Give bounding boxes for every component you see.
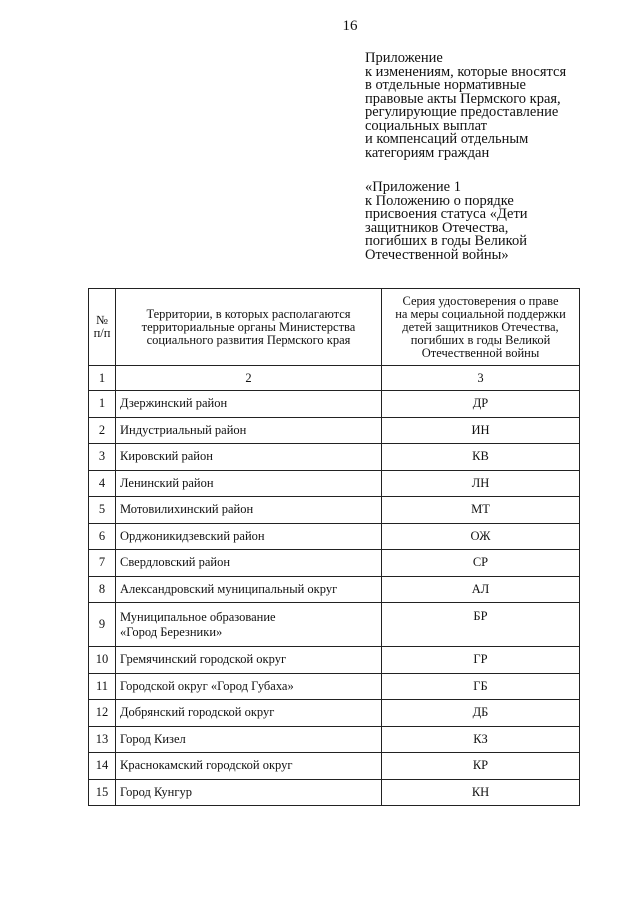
appendix-header-line: к изменениям, которые вносятся <box>365 63 567 80</box>
table-row <box>89 550 580 577</box>
territory-line: Свердловский район <box>120 555 231 570</box>
series-code: ДБ <box>382 700 580 727</box>
row-number: 11 <box>89 673 116 700</box>
page-number: 16 <box>342 18 358 34</box>
table-row <box>89 700 580 727</box>
territory-line: Городской округ «Город Губаха» <box>120 678 294 693</box>
territory-line: Краснокамский городской округ <box>120 758 293 773</box>
territory-line: «Город Березники» <box>120 624 223 639</box>
table-header-row <box>89 289 580 366</box>
territory-cell <box>116 470 382 497</box>
header-territory-line: Территории, в которых располагаются <box>146 306 351 321</box>
territory-cell <box>116 497 382 524</box>
territory-line: Муниципальное образование <box>120 609 276 624</box>
territory-cell <box>116 673 382 700</box>
appendix-header-line: регулирующие предоставление <box>365 104 559 120</box>
territory-line: Дзержинский район <box>120 396 228 411</box>
appendix-sub-line: погибших в годы Великой <box>365 233 527 249</box>
series-code: АЛ <box>382 576 580 603</box>
appendix-sub-line: к Положению о порядке <box>365 192 514 209</box>
header-series <box>382 289 580 366</box>
series-code: ГБ <box>382 673 580 700</box>
row-number: 12 <box>89 700 116 727</box>
appendix-header-line: и компенсаций отдельным <box>365 131 529 147</box>
header-num-line: п/п <box>93 326 111 340</box>
header-series-line: детей защитников Отечества, <box>402 319 559 334</box>
territory-line: Город Кунгур <box>120 784 192 799</box>
appendix-header-line: в отдельные нормативные <box>365 77 526 93</box>
header-num <box>89 289 116 366</box>
row-number: 15 <box>89 779 116 806</box>
territory-line: Город Кизел <box>120 731 186 746</box>
series-code: КР <box>382 753 580 780</box>
territory-line: Добрянский городской округ <box>120 705 275 720</box>
table-row <box>89 417 580 444</box>
header-series-line: Серия удостоверения о праве <box>402 293 559 308</box>
territory-cell <box>116 576 382 603</box>
territory-cell <box>116 753 382 780</box>
territory-cell <box>116 444 382 471</box>
table-row <box>89 497 580 524</box>
header-territory-line: социального развития Пермского края <box>146 332 351 347</box>
series-code: БР <box>382 603 580 647</box>
table-row <box>89 444 580 471</box>
row-number: 1 <box>89 391 116 418</box>
territory-line: Кировский район <box>120 449 213 464</box>
header-series-line: Отечественной войны <box>421 345 540 360</box>
index-cell: 1 <box>89 366 116 391</box>
series-code: КЗ <box>382 726 580 753</box>
series-code: ИН <box>382 417 580 444</box>
row-number: 13 <box>89 726 116 753</box>
territory-line: Гремячинский городской округ <box>120 652 287 667</box>
series-code: ОЖ <box>382 523 580 550</box>
table-row <box>89 523 580 550</box>
row-number: 14 <box>89 753 116 780</box>
territory-line: Орджоникидзевский район <box>120 528 265 543</box>
row-number: 2 <box>89 417 116 444</box>
series-code: ГР <box>382 647 580 674</box>
appendix-sub-header <box>365 181 528 262</box>
header-series-line: погибших в годы Великой <box>410 332 551 347</box>
header-series-line: на меры социальной поддержки <box>395 306 566 321</box>
series-code: ДР <box>382 391 580 418</box>
territory-line: Индустриальный район <box>120 422 247 437</box>
row-number: 7 <box>89 550 116 577</box>
table-row <box>89 673 580 700</box>
territory-line: Мотовилихинский район <box>120 502 254 517</box>
table-row <box>89 753 580 780</box>
series-code: КВ <box>382 444 580 471</box>
row-number: 4 <box>89 470 116 497</box>
table-row <box>89 647 580 674</box>
row-number: 8 <box>89 576 116 603</box>
table-row <box>89 726 580 753</box>
index-cell: 3 <box>382 366 580 391</box>
index-cell: 2 <box>116 366 382 391</box>
row-number: 3 <box>89 444 116 471</box>
appendix-header-line: социальных выплат <box>365 117 487 134</box>
table-row <box>89 576 580 603</box>
appendix-header <box>365 52 566 160</box>
row-number: 6 <box>89 523 116 550</box>
territory-cell <box>116 550 382 577</box>
appendix-sub-line: защитников Отечества, <box>365 219 509 236</box>
header-territory <box>116 289 382 366</box>
table-row <box>89 603 580 647</box>
header-num-line: № <box>96 313 108 327</box>
territory-cell <box>116 391 382 418</box>
territory-line: Ленинский район <box>120 475 214 490</box>
series-code: ЛН <box>382 470 580 497</box>
row-number: 9 <box>89 603 116 647</box>
territory-line: Александровский муниципальный округ <box>120 581 338 596</box>
table-row <box>89 391 580 418</box>
table-row <box>89 779 580 806</box>
series-code: СР <box>382 550 580 577</box>
appendix-sub-line: Отечественной войны» <box>365 246 509 263</box>
row-number: 5 <box>89 497 116 524</box>
appendix-header-line: правовые акты Пермского края, <box>365 90 561 107</box>
header-territory-line: территориальные органы Министерства <box>141 319 356 334</box>
territory-cell <box>116 779 382 806</box>
table-row <box>89 470 580 497</box>
appendix-header-line: Приложение <box>365 50 443 66</box>
territory-cell <box>116 603 382 647</box>
appendix-sub-line: «Приложение 1 <box>365 179 461 195</box>
territory-cell <box>116 523 382 550</box>
territory-cell <box>116 700 382 727</box>
territory-cell <box>116 647 382 674</box>
series-code: МТ <box>382 497 580 524</box>
table-index-row <box>89 366 580 391</box>
territories-table <box>88 288 580 806</box>
appendix-sub-line: присвоения статуса «Дети <box>365 206 528 222</box>
territory-cell <box>116 417 382 444</box>
appendix-header-line: категориям граждан <box>365 144 490 161</box>
territory-cell <box>116 726 382 753</box>
series-code: КН <box>382 779 580 806</box>
row-number: 10 <box>89 647 116 674</box>
